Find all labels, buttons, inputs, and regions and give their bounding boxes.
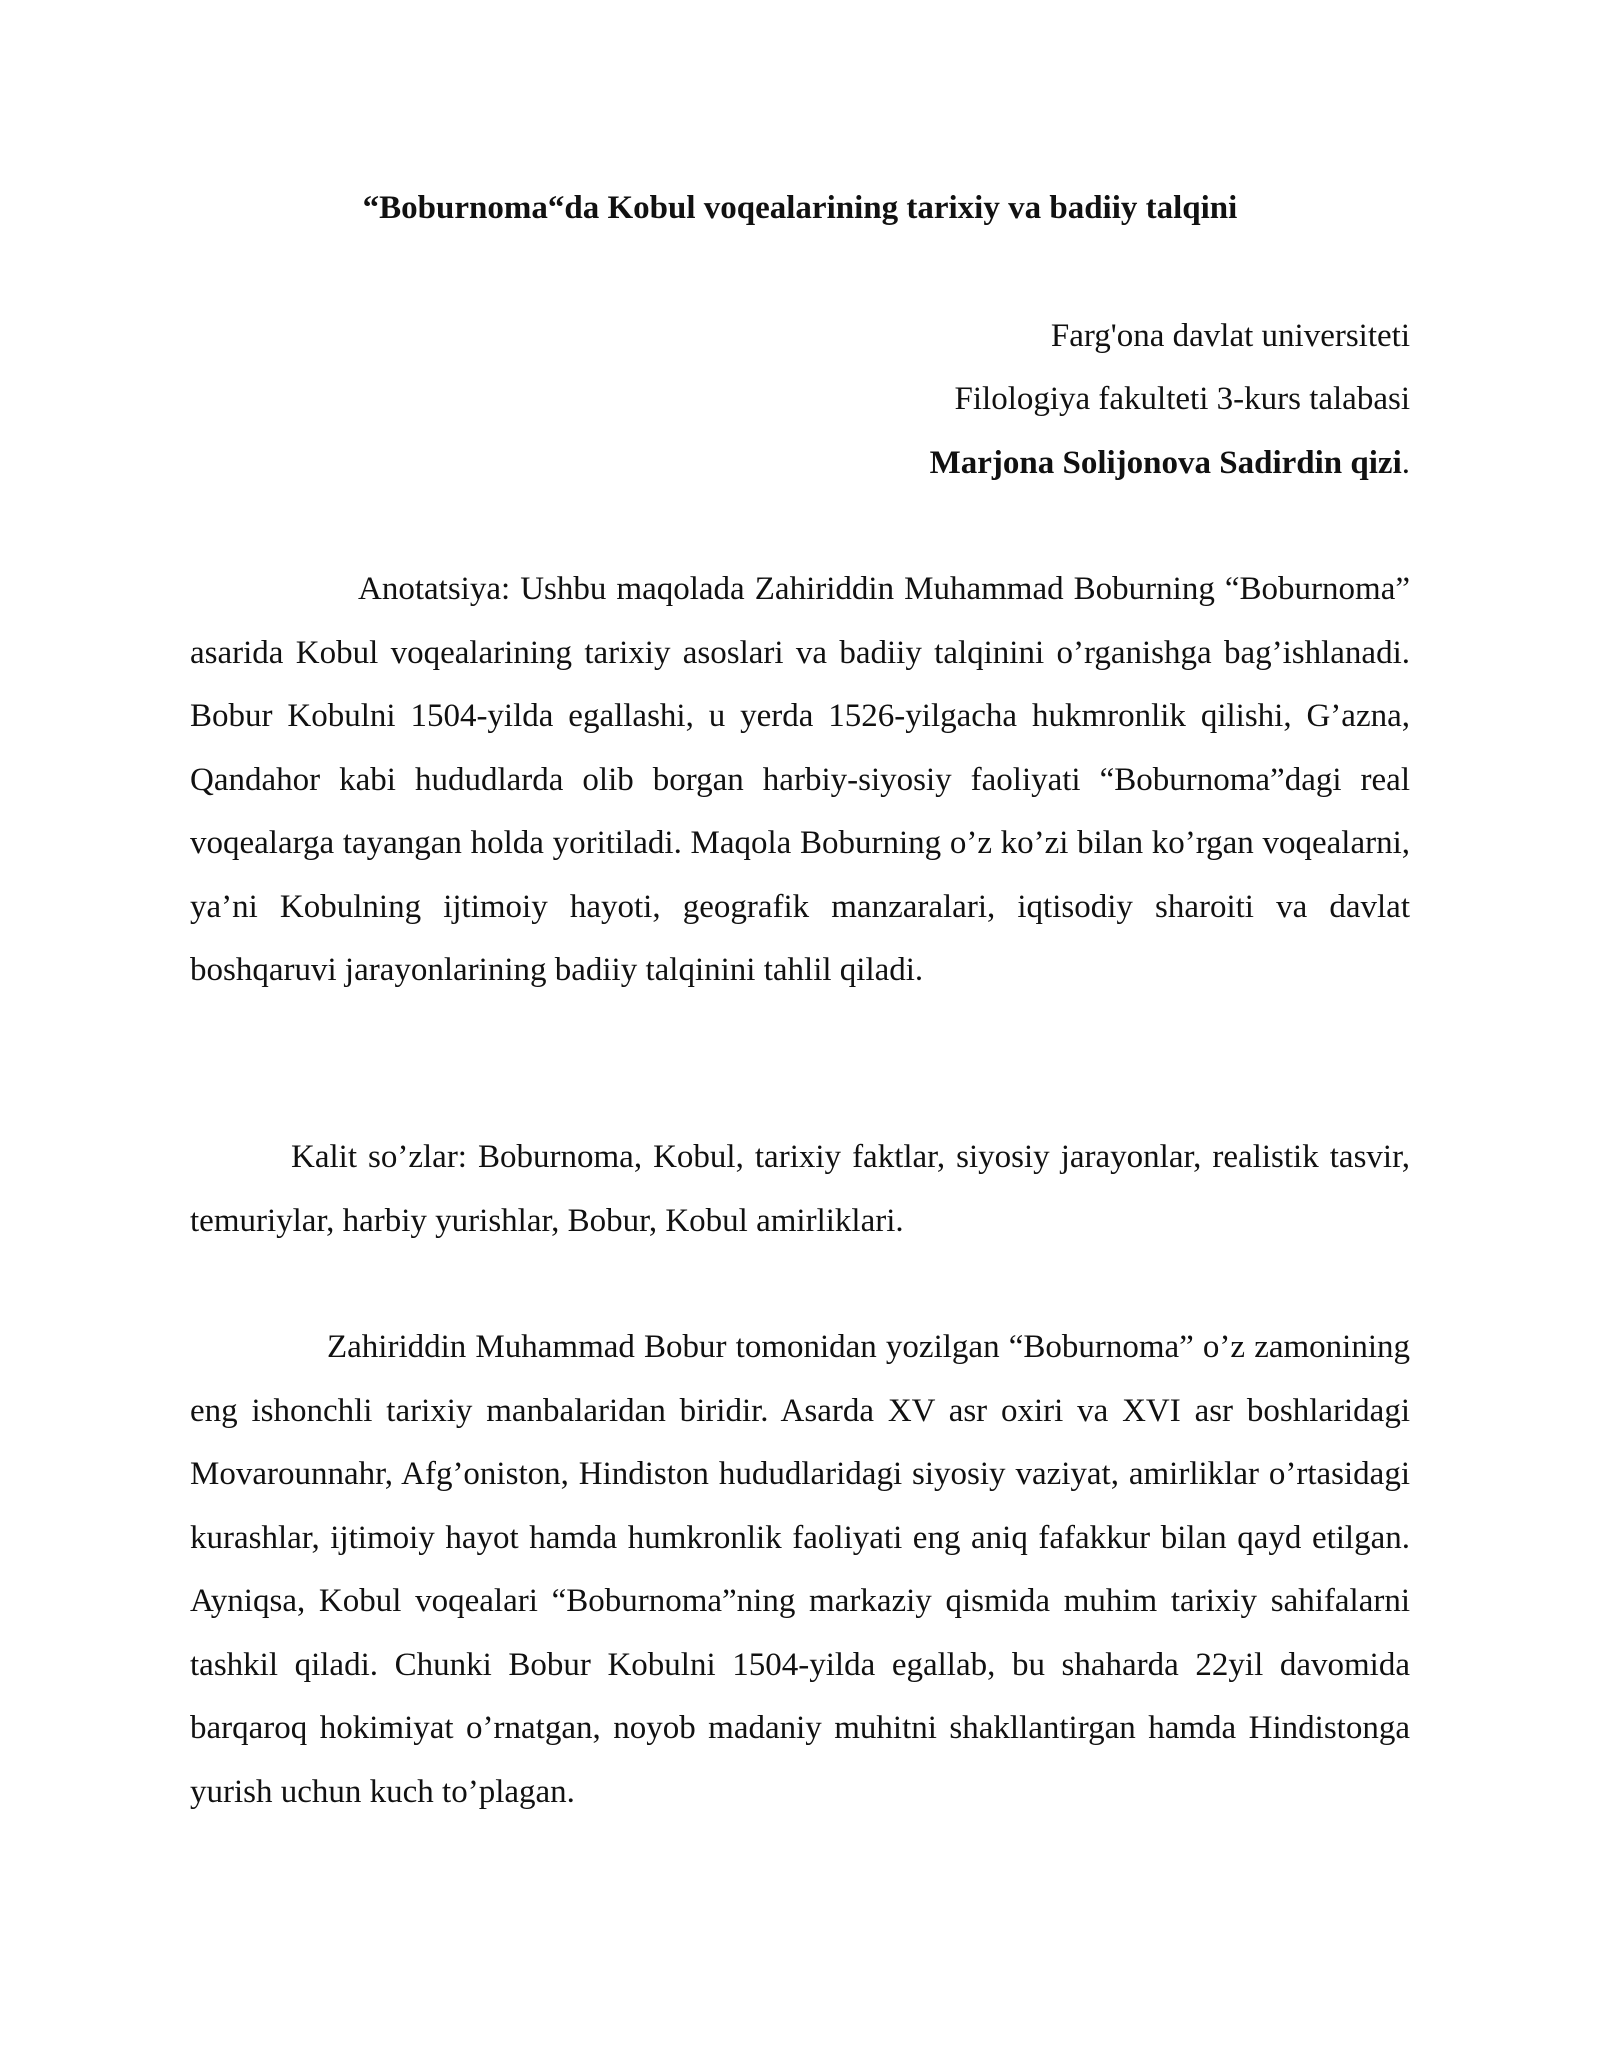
abstract-paragraph: Anotatsiya: Ushbu maqolada Zahiriddin Muhammad Boburning “Boburnoma” asarida Kobul voqealarining tarixiy asoslari va badiiy talqinini o’rganishga bag’ishlanadi. Bobur Kobulni 1504-yilda egallashi, u yerda 1526-yilgacha hukmronlik qilishi, G’azna, Qandahor kabi hududlarda olib borgan harbiy-siyosiy faoliyati “Boburnoma”dagi real voqealarga tayangan holda yoritiladi. Maqola Boburning o’z ko’zi bilan ko’rgan voqealarni, ya’ni Kobulning ijtimoiy hayoti, geografik manzaralari, iqtisodiy sharoiti va davlat boshqaruvi jarayonlarining badiiy talqinini tahlil qiladi. xyxy=(190,571,1410,988)
author-line xyxy=(410,441,1410,485)
university-line: Farg'ona davlat universiteti xyxy=(1050,318,1410,354)
author-name: Marjona Solijonova Sadirdin qizi xyxy=(929,445,1402,481)
article-title: “Boburnoma“da Kobul voqealarining tarixiy va badiiy talqini xyxy=(362,190,1238,226)
student-line: Filologiya fakulteti 3-kurs talabasi xyxy=(954,381,1410,417)
keywords-paragraph: Kalit so’zlar: Boburnoma, Kobul, tarixiy faktlar, siyosiy jarayonlar, realistik tasvir, temuriylar, harbiy yurishlar, Bobur, Kobul amirliklari. xyxy=(190,1139,1410,1239)
author-suffix: . xyxy=(1401,445,1410,481)
body-paragraph: Zahiriddin Muhammad Bobur tomonidan yozilgan “Boburnoma” o’z zamonining eng ishonchli tarixiy manbalaridan biridir. Asarda XV asr oxiri va XVI asr boshlaridagi Movarounnahr, Afg’oniston, Hindiston hududlaridagi siyosiy vaziyat, amirliklar o’rtasidagi kurashlar, ijtimoiy hayot hamda humkronlik faoliyati eng aniq fafakkur bilan qayd etilgan. Ayniqsa, Kobul voqealari “Boburnoma”ning markaziy qismida muhim tarixiy sahifalarni tashkil qiladi. Chunki Bobur Kobulni 1504-yilda egallab, bu shaharda 22yil davomida barqaroq hokimiyat o’rnatgan, noyob madaniy muhitni shakllantirgan hamda Hindistonga yurish uchun kuch to’plagan. xyxy=(190,1329,1410,1810)
